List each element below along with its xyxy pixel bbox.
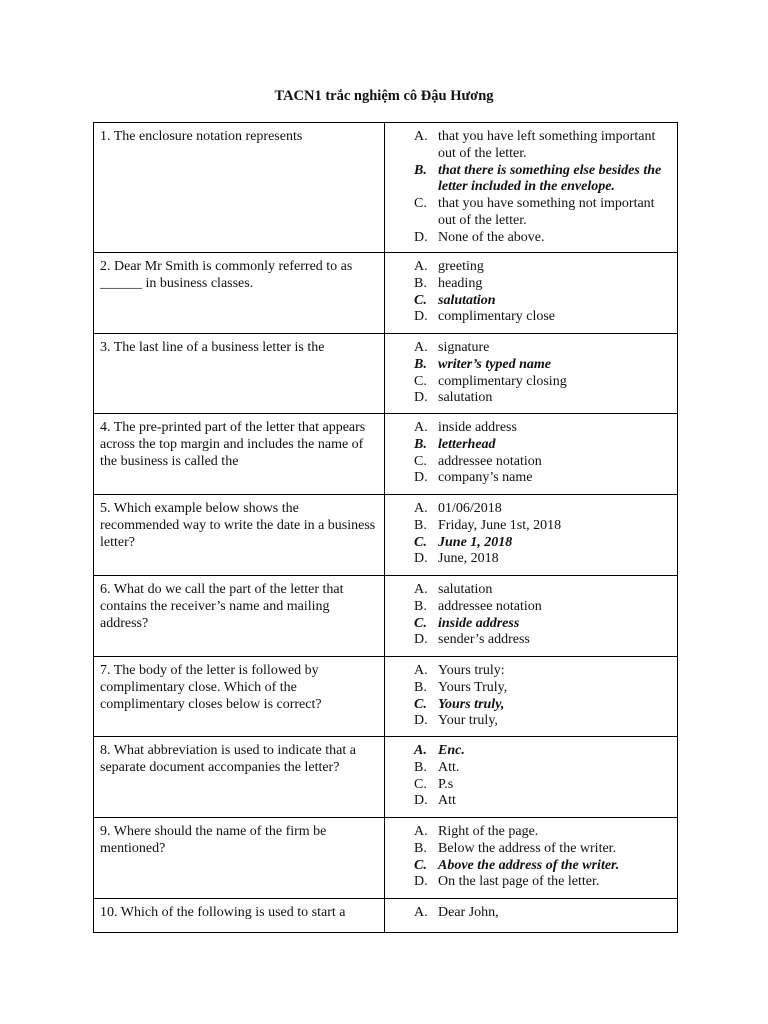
option-letter: C. (414, 615, 427, 631)
option-text: inside address (438, 420, 517, 435)
page-title: TACN1 trắc nghiệm cô Đậu Hương (274, 88, 494, 104)
option-text: company’s name (438, 470, 533, 486)
option-letter: C. (414, 776, 427, 792)
answer-option (414, 663, 671, 680)
option-text: addressee notation (438, 598, 542, 614)
question-text: 3. The last line of a business letter is the (94, 334, 385, 414)
question-text: 9. Where should the name of the firm be mentioned? (94, 818, 385, 899)
option-letter: D. (414, 229, 428, 245)
option-text: inside address (438, 615, 520, 631)
question-row (94, 414, 678, 495)
answer-option (414, 824, 671, 841)
option-text: On the last page of the letter. (438, 874, 600, 890)
option-text: June, 2018 (438, 551, 499, 567)
answer-option (414, 259, 671, 276)
option-text: Att (438, 793, 456, 809)
answer-option-correct (414, 616, 671, 633)
option-letter: B. (414, 162, 427, 178)
answer-option-correct (414, 697, 671, 714)
option-letter: D. (414, 470, 428, 486)
answer-option (414, 196, 671, 230)
answer-option (414, 760, 671, 777)
option-letter: A. (414, 420, 428, 435)
option-text: Att. (438, 759, 460, 775)
option-text: Yours Truly, (438, 679, 508, 695)
answer-option-correct (414, 163, 671, 197)
option-letter: D. (414, 874, 428, 890)
answer-option (414, 905, 671, 922)
answer-option (414, 793, 671, 810)
answer-option-correct (414, 535, 671, 552)
option-letter: B. (414, 759, 427, 775)
option-letter: A. (414, 824, 428, 839)
option-text: that there is something else besides the letter included in the envelope. (438, 162, 662, 195)
option-letter: B. (414, 679, 427, 695)
option-letter: C. (414, 373, 427, 389)
question-text: 4. The pre-printed part of the letter that appears across the top margin and includes the name of the business is called the (94, 414, 385, 495)
question-text: 5. Which example below shows the recommended way to write the date in a business letter? (94, 495, 385, 576)
option-text: salutation (438, 292, 496, 308)
option-text: P.s (438, 776, 454, 792)
option-letter: D. (414, 632, 428, 648)
answer-options (385, 818, 678, 899)
option-letter: C. (414, 196, 427, 212)
question-row (94, 737, 678, 818)
option-text: Friday, June 1st, 2018 (438, 517, 562, 533)
option-letter: A. (414, 340, 428, 355)
option-letter: B. (414, 356, 427, 372)
answer-option (414, 874, 671, 891)
answer-option (414, 276, 671, 293)
answer-options (385, 123, 678, 253)
answer-options (385, 899, 678, 933)
option-text: complimentary close (438, 309, 556, 325)
option-letter: A. (414, 129, 428, 144)
option-text: Yours truly: (438, 663, 505, 678)
option-letter: A. (414, 743, 427, 758)
option-text: June 1, 2018 (438, 534, 513, 550)
answer-option-correct (414, 858, 671, 875)
answer-option (414, 129, 671, 163)
answer-option (414, 230, 671, 247)
answer-option (414, 599, 671, 616)
answer-option (414, 582, 671, 599)
question-text: 8. What abbreviation is used to indicate that a separate document accompanies the letter? (94, 737, 385, 818)
answer-option (414, 340, 671, 357)
option-letter: A. (414, 905, 428, 920)
option-letter: B. (414, 275, 427, 291)
question-text: 10. Which of the following is used to start a (94, 899, 385, 933)
answer-option (414, 518, 671, 535)
option-letter: D. (414, 390, 428, 406)
option-letter: C. (414, 292, 427, 308)
question-row (94, 899, 678, 933)
question-text: 7. The body of the letter is followed by complimentary close. Which of the complimentary closes below is correct? (94, 657, 385, 737)
option-text: letterhead (438, 436, 496, 452)
option-text: that you have something not important out of the letter. (438, 196, 655, 228)
answer-options (385, 737, 678, 818)
option-text: Enc. (438, 743, 465, 758)
option-text: signature (438, 340, 490, 355)
option-text: complimentary closing (438, 373, 567, 389)
option-letter: B. (414, 517, 427, 533)
option-letter: D. (414, 551, 428, 567)
question-text: 2. Dear Mr Smith is commonly referred to as ______ in business classes. (94, 253, 385, 334)
option-text: Below the address of the writer. (438, 840, 617, 856)
question-row (94, 818, 678, 899)
option-text: Your truly, (438, 713, 498, 729)
question-row (94, 495, 678, 576)
answer-options (385, 576, 678, 657)
option-letter: A. (414, 582, 428, 597)
option-text: Yours truly, (438, 696, 505, 712)
answer-options (385, 657, 678, 737)
option-text: Dear John, (438, 905, 499, 920)
question-row (94, 657, 678, 737)
option-text: salutation (438, 582, 493, 597)
question-row (94, 576, 678, 657)
quiz-table (93, 122, 678, 933)
answer-option (414, 777, 671, 794)
option-letter: B. (414, 598, 427, 614)
question-row (94, 123, 678, 253)
option-text: that you have left something important out of the letter. (438, 129, 656, 161)
option-letter: D. (414, 793, 428, 809)
answer-option (414, 501, 671, 518)
answer-option (414, 454, 671, 471)
answer-option (414, 841, 671, 858)
question-text: 6. What do we call the part of the letter that contains the receiver’s name and mailing address? (94, 576, 385, 657)
answer-options (385, 334, 678, 414)
answer-option (414, 374, 671, 391)
option-text: None of the above. (438, 229, 545, 245)
question-row (94, 334, 678, 414)
answer-options (385, 495, 678, 576)
answer-option (414, 632, 671, 649)
option-letter: D. (414, 309, 428, 325)
answer-option (414, 470, 671, 487)
question-row (94, 253, 678, 334)
option-text: writer’s typed name (438, 356, 552, 372)
option-letter: A. (414, 259, 428, 274)
option-letter: B. (414, 436, 427, 452)
answer-options (385, 253, 678, 334)
option-text: greeting (438, 259, 484, 274)
option-letter: C. (414, 453, 427, 469)
option-text: Above the address of the writer. (438, 857, 620, 873)
question-text: 1. The enclosure notation represents (94, 123, 385, 253)
answer-option-correct (414, 743, 671, 760)
option-letter: C. (414, 534, 427, 550)
option-letter: B. (414, 840, 427, 856)
option-letter: C. (414, 857, 427, 873)
answer-option (414, 390, 671, 407)
answer-option-correct (414, 293, 671, 310)
answer-option-correct (414, 357, 671, 374)
answer-option-correct (414, 437, 671, 454)
option-letter: C. (414, 696, 427, 712)
option-letter: D. (414, 713, 428, 729)
option-text: salutation (438, 390, 493, 406)
option-letter: A. (414, 501, 428, 516)
option-text: Right of the page. (438, 824, 539, 839)
option-text: 01/06/2018 (438, 501, 502, 516)
option-text: sender’s address (438, 632, 530, 648)
answer-option (414, 551, 671, 568)
answer-option (414, 309, 671, 326)
answer-option (414, 680, 671, 697)
option-letter: A. (414, 663, 428, 678)
answer-option (414, 420, 671, 437)
option-text: heading (438, 275, 483, 291)
answer-option (414, 713, 671, 730)
answer-options (385, 414, 678, 495)
quiz-table-body (94, 123, 678, 933)
option-text: addressee notation (438, 453, 542, 469)
